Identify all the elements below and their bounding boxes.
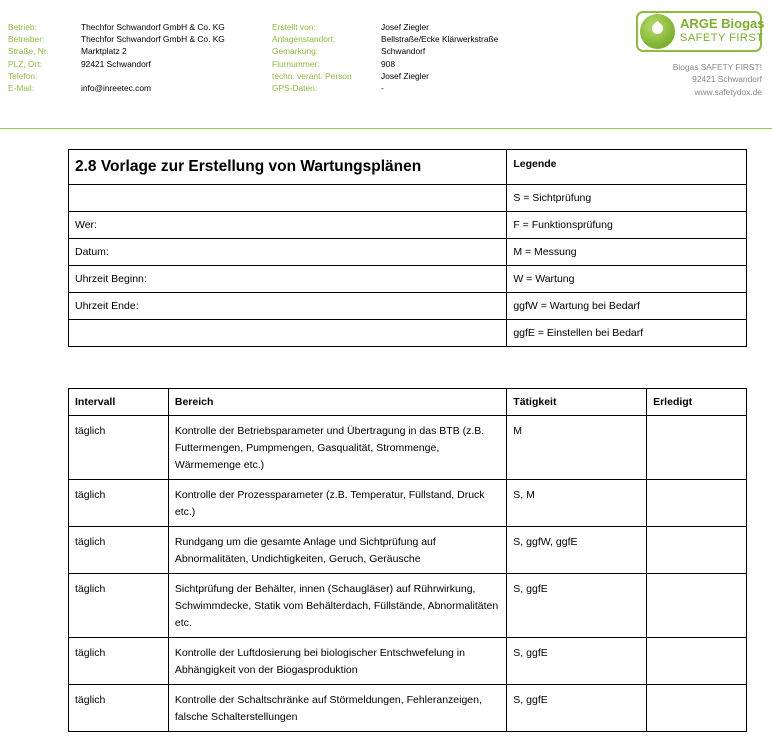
label-betreiber: Betreiber: — [8, 34, 45, 45]
form-field-blank-1[interactable] — [69, 185, 507, 212]
cell-bereich: Sichtprüfung der Behälter, innen (Schaugläser) auf Rührwirkung, Schwimmdecke, Statik vom Behälterdach, Füllstände, Abnormalitäten etc. — [168, 574, 506, 638]
legend-item: W = Wartung — [507, 266, 747, 293]
cell-intervall: täglich — [69, 480, 169, 527]
legend-item: M = Messung — [507, 239, 747, 266]
cell-erledigt[interactable] — [647, 685, 747, 732]
biogas-drop-icon — [640, 14, 675, 49]
cell-erledigt[interactable] — [647, 638, 747, 685]
value-telefon — [81, 70, 225, 82]
right-labels — [272, 21, 352, 94]
form-field-datum[interactable]: Datum: — [69, 239, 507, 266]
cell-erledigt[interactable] — [647, 480, 747, 527]
value-strasse: Marktplatz 2 — [81, 46, 127, 57]
label-plz-ort: PLZ, Ort: — [8, 58, 42, 69]
value-plz-ort: 92421 Schwandorf — [81, 58, 151, 69]
document-header — [0, 0, 772, 130]
cell-taetigkeit: S, ggfE — [507, 638, 647, 685]
legend-title: Legende — [507, 150, 747, 185]
company-website[interactable]: www.safetydox.de — [694, 86, 762, 97]
table-header-row — [69, 389, 747, 416]
cell-taetigkeit: S, ggfE — [507, 685, 647, 732]
cell-intervall: täglich — [69, 416, 169, 480]
form-table — [68, 149, 747, 347]
left-labels — [8, 21, 49, 94]
label-strasse: Straße, Nr. — [8, 46, 49, 57]
form-field-wer[interactable]: Wer: — [69, 212, 507, 239]
label-telefon: Telefon: — [8, 70, 38, 81]
label-email: E-Mail: — [8, 82, 35, 93]
label-techn-person: techn. verant. Person — [272, 70, 352, 81]
cell-bereich: Kontrolle der Schaltschränke auf Störmeldungen, Fehleranzeigen, falsche Schalterstellungen — [168, 685, 506, 732]
value-gemarkung: Schwandorf — [381, 46, 426, 57]
column-header-intervall: Intervall — [69, 389, 169, 416]
table-row — [69, 685, 747, 732]
column-header-bereich: Bereich — [168, 389, 506, 416]
arge-biogas-logo — [636, 11, 765, 52]
label-gemarkung: Gemarkung: — [272, 46, 319, 57]
table-row — [69, 638, 747, 685]
cell-bereich: Kontrolle der Betriebsparameter und Übertragung in das BTB (z.B. Futtermengen, Pumpmengen, Gasqualität, Strommenge, Wärmemenge etc.) — [168, 416, 506, 480]
company-city: 92421 Schwandorf — [692, 74, 762, 85]
label-flurnummer: Flurnummer: — [272, 58, 320, 69]
cell-taetigkeit: S, ggfE — [507, 574, 647, 638]
company-info — [673, 61, 762, 98]
legend-item: F = Funktionsprüfung — [507, 212, 747, 239]
form-field-blank-2[interactable] — [69, 320, 507, 347]
value-betreiber: Thechfor Schwandorf GmbH & Co. KG — [81, 34, 225, 45]
logo-line2: SAFETY FIRST — [680, 32, 764, 44]
logo-line1: ARGE Biogas — [680, 16, 765, 31]
value-erstellt-von: Josef Ziegler — [381, 22, 429, 32]
page-title: 2.8 Vorlage zur Erstellung von Wartungsplänen — [69, 150, 507, 185]
value-email[interactable]: info@inreetec.com — [81, 82, 151, 93]
cell-intervall: täglich — [69, 685, 169, 732]
column-header-erledigt: Erledigt — [647, 389, 747, 416]
label-anlagenstandort: Anlagenstandort: — [272, 34, 336, 45]
table-row — [69, 527, 747, 574]
cell-taetigkeit: S, ggfW, ggfE — [507, 527, 647, 574]
legend-item: ggfE = Einstellen bei Bedarf — [507, 320, 747, 347]
cell-erledigt[interactable] — [647, 416, 747, 480]
label-gps: GPS-Daten: — [272, 82, 318, 93]
table-row — [69, 574, 747, 638]
value-techn-person: Josef Ziegler — [381, 70, 429, 81]
cell-taetigkeit: M — [507, 416, 647, 480]
cell-intervall: täglich — [69, 638, 169, 685]
cell-intervall: täglich — [69, 527, 169, 574]
value-gps: - — [381, 82, 384, 93]
header-divider — [0, 128, 772, 129]
value-anlagenstandort: Bellstraße/Ecke Klärwerkstraße — [381, 34, 499, 45]
cell-bereich: Kontrolle der Luftdosierung bei biologischer Entschwefelung in Abhängigkeit von der Biogasproduktion — [168, 638, 506, 685]
legend-item: S = Sichtprüfung — [507, 185, 747, 212]
right-values — [381, 21, 498, 94]
left-values — [81, 21, 225, 94]
column-header-taetigkeit: Tätigkeit — [507, 389, 647, 416]
form-field-uhrzeit-beginn[interactable]: Uhrzeit Beginn: — [69, 266, 507, 293]
company-name: Biogas SAFETY FIRST! — [672, 62, 762, 72]
cell-bereich: Rundgang um die gesamte Anlage und Sichtprüfung auf Abnormalitäten, Undichtigkeiten, Geruch, Geräusche — [168, 527, 506, 574]
value-betrieb: Thechfor Schwandorf GmbH & Co. KG — [81, 22, 225, 32]
value-flurnummer: 908 — [381, 58, 395, 69]
label-erstellt-von: Erstellt von: — [272, 22, 316, 32]
cell-intervall: täglich — [69, 574, 169, 638]
maintenance-task-table — [68, 388, 747, 732]
cell-erledigt[interactable] — [647, 574, 747, 638]
cell-erledigt[interactable] — [647, 527, 747, 574]
legend-item: ggfW = Wartung bei Bedarf — [507, 293, 747, 320]
form-field-uhrzeit-ende[interactable]: Uhrzeit Ende: — [69, 293, 507, 320]
cell-bereich: Kontrolle der Prozessparameter (z.B. Temperatur, Füllstand, Druck etc.) — [168, 480, 506, 527]
table-row — [69, 416, 747, 480]
label-betrieb: Betrieb: — [8, 22, 37, 32]
table-row — [69, 480, 747, 527]
cell-taetigkeit: S, M — [507, 480, 647, 527]
